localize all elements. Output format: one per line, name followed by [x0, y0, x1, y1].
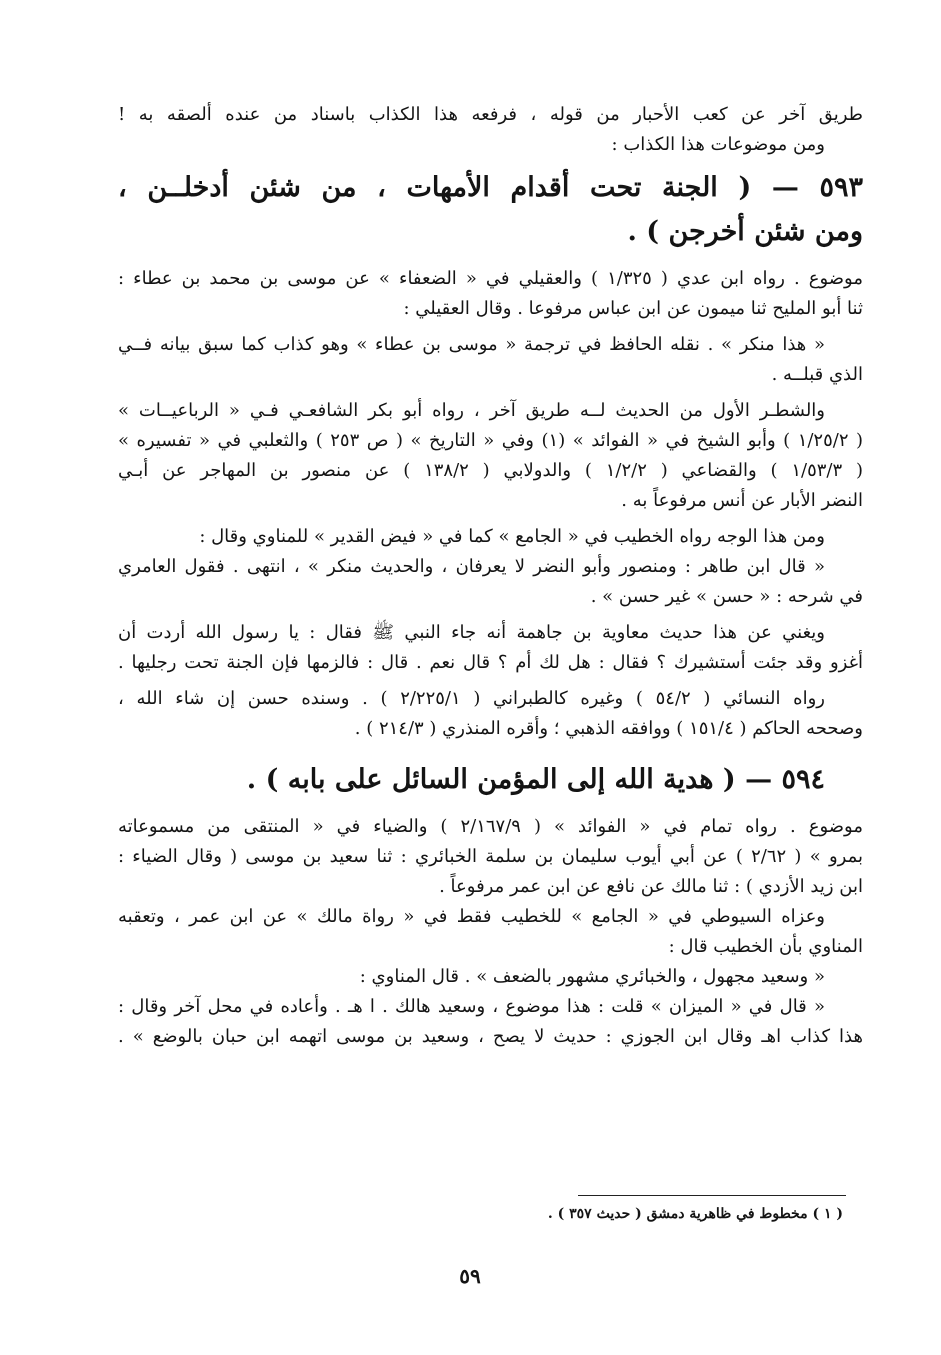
hadith-594-heading: ٥٩٤ — ( هدية الله إلى المؤمن السائل على بابه ) .	[246, 764, 825, 795]
text-line: والشطـر الأول من الحديث لــه طريق آخر ، رواه أبو بكر الشافعـي فـي « الرباعيــات »	[118, 400, 825, 421]
text-line: ثنا أبو المليح ثنا ميمون عن ابن عباس مرفوعا . وقال العقيلي :	[403, 298, 863, 319]
text-line: رواه النسائي ( ٥٤/٢ ) وغيره كالطبراني ( ٢/٢٢٥/١ ) . وسنده حسن إن شاء الله ،	[118, 688, 825, 709]
page-number: ٥٩	[459, 1264, 481, 1288]
hadith-593-heading: ومن شئن أخرجن ) .	[627, 216, 863, 247]
text-line: موضوع . رواه تمام في « الفوائد » ( ٢/١٦٧/٩ ) والضياء في « المنتقى من مسموعاته	[118, 816, 863, 837]
quote-line: « وسعيد مجهول ، والخبائري مشهور بالضعف » . قال المناوي :	[359, 966, 825, 987]
page-body	[118, 100, 863, 1052]
text-line: موضوع . رواه ابن عدي ( ١/٣٢٥ ) والعقيلي في « الضعفاء » عن موسى بن محمد بن عطاء :	[118, 268, 863, 289]
text-line: المناوي بأن الخطيب قال :	[668, 936, 863, 957]
footnote-divider	[578, 1195, 846, 1196]
text-line: ( ١/٢٥/٢ ) وأبو الشيخ في « الفوائد » (١) وفي « التاريخ » ( ص ٢٥٣ ) والثعلبي في « تفسيره »	[118, 430, 863, 451]
text-line: في شرحه : « حسن » غير حسن » .	[590, 586, 863, 607]
text-line: ( ١/٥٣/٣ ) والقضاعي ( ١/٢/٢ ) والدولابي ( ١٣٨/٢ ) عن منصور بن المهاجر عن أبـي	[118, 460, 863, 481]
text-line: وعزاه السيوطي في « الجامع » للخطيب فقط في « رواة مالك » عن ابن عمر ، وتعقبه	[118, 906, 825, 927]
text-line: ابن زيد الأزدي ) : ثنا مالك عن نافع عن ابن عمر مرفوعاً .	[439, 876, 863, 897]
text-line: ويغني عن هذا حديث معاوية بن جاهمة أنه جاء النبي ﷺ فقال : يا رسول الله أردت أن	[118, 622, 825, 643]
quote-line: « قال في « الميزان » قلت : هذا موضوع ، وسعيد هالك . ا هـ . وأعاده في محل آخر وقال :	[118, 996, 825, 1017]
text-line: وصححه الحاكم ( ١٥١/٤ ) ووافقه الذهبي ؛ وأقره المنذري ( ٢١٤/٣ ) .	[354, 718, 863, 739]
text-line: « هذا منكر » . نقله الحافظ في ترجمة « موسى بن عطاء » وهو كذاب كما سبق بيانه فــي	[118, 334, 825, 355]
text-line: بمرو » ( ٢/٦٢ ) عن أبي أيوب سليمان بن سلمة الخبائري : ثنا سعيد بن موسى ( وقال الضياء :	[118, 846, 863, 867]
footnote: ( ١ ) مخطوط في ظاهرية دمشق ( حديث ٣٥٧ ) .	[547, 1206, 843, 1222]
text-line: « قال ابن طاهر : ومنصور وأبو النضر لا يعرفان ، والحديث منكر » ، انتهى . فقول العامري	[118, 556, 825, 577]
text-line: النضر الأبار عن أنس مرفوعاً به .	[621, 490, 863, 511]
hadith-593-heading: ٥٩٣ — ( الجنة تحت أقدام الأمهات ، من شئن أدخلــن ،	[118, 172, 863, 203]
text-line: ومن موضوعات هذا الكذاب :	[611, 134, 825, 155]
text-line: ومن هذا الوجه رواه الخطيب في « الجامع » كما في « فيض القدير » للمناوي وقال :	[199, 526, 825, 547]
quote-line: هذا كذاب اهـ وقال ابن الجوزي : حديث لا يصح ، وسعيد بن موسى اتهمه ابن حبان بالوضع » .	[118, 1026, 863, 1047]
text-line: الذي قبلــه .	[771, 364, 863, 385]
text-line: أغزو وقد جئت أستشيرك ؟ فقال : هل لك أم ؟ قال نعم . قال : فالزمها فإن الجنة تحت رجليها .	[118, 652, 863, 673]
text-line: طريق آخر عن كعب الأحبار من قوله ، فرفعه هذا الكذاب باسناد من عنده ألصقه به !	[118, 104, 863, 125]
